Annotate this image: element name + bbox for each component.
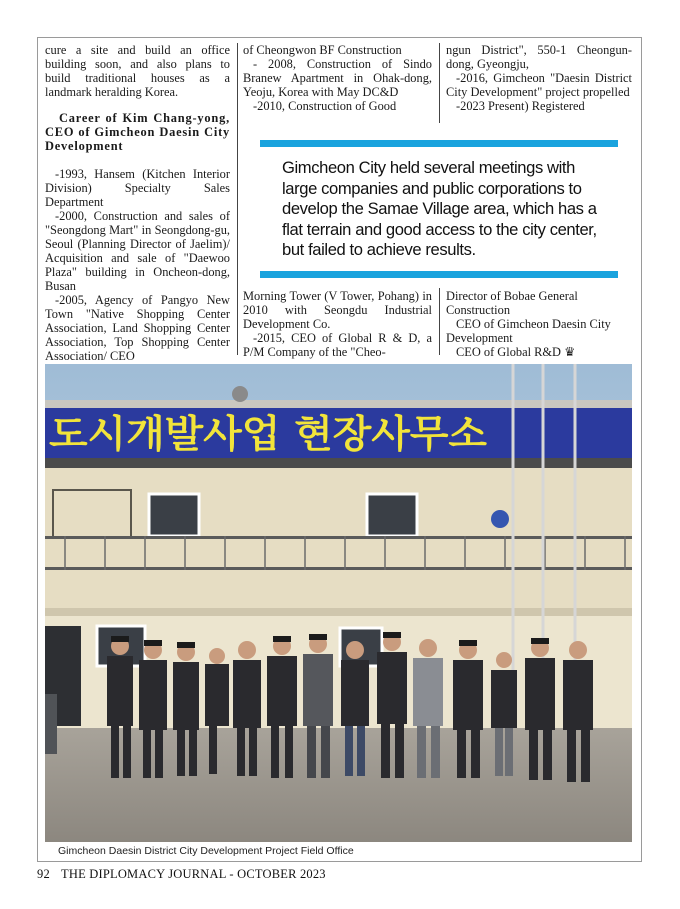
sign-text: 도시개발사업 현장사무소 (49, 412, 488, 456)
career-item: Morning Tower (V Tower, Pohang) in 2010 with Seongdu Industrial Development Co. (243, 289, 432, 331)
column-left-top (45, 43, 230, 363)
page-footer (37, 867, 326, 882)
career-item: -2010, Construction of Good (253, 99, 397, 113)
column-divider (439, 43, 440, 123)
career-item: -2005, Agency of Pangyo New Town "Native Shopping Center Association, Land Shopping Center Association, Top Shopping Center Association/ CEO (45, 293, 230, 363)
pull-quote-rule-top (260, 140, 618, 147)
career-item: -2000, Construction and sales of "Seongdong Mart" in Seongdong-gu, Seoul (Planning Director of Jaelim)/ Acquisition and sale of "Daewoo Plaza" building in Oncheon-dong, Busan (45, 209, 230, 293)
column-divider (439, 288, 440, 355)
paragraph: cure a site and build an office building soon, and also plans to build traditional houses as a landmark heralding Korea. (45, 43, 230, 99)
end-mark-icon: ♛ (564, 345, 576, 359)
page-number: 92 (37, 867, 50, 881)
career-item (446, 345, 632, 359)
column-middle-bottom (243, 289, 432, 359)
career-item: - 2008, Construction of Sindo Branew Apartment in Ohak-dong, Yeoju, Korea with May DC&D (243, 57, 432, 99)
career-item: -1993, Hansem (Kitchen Interior Division) Specialty Sales Department (45, 167, 230, 209)
column-divider (237, 288, 238, 355)
career-item: Director of Bobae General Construction (446, 289, 578, 317)
career-item: -2015, CEO of Global R & D, a P/M Company of the "Cheo- (243, 331, 432, 359)
career-item: -2023 Present) Registered (456, 99, 585, 113)
column-right-bottom (446, 289, 632, 359)
career-item: CEO of Gimcheon Daesin City Development (446, 317, 611, 345)
photo-caption: Gimcheon Daesin District City Development Project Field Office (58, 845, 354, 857)
publication-line: THE DIPLOMACY JOURNAL - OCTOBER 2023 (61, 867, 326, 881)
career-item: of Cheongwon BF Construction (243, 43, 402, 57)
pull-quote (260, 140, 618, 278)
pull-quote-rule-bottom (260, 271, 618, 278)
pull-quote-text: Gimcheon City held several meetings with large companies and public corporations to develop the Samae Village area, which has a flat terrain and good access to the city center, but failed to achieve results. (282, 158, 597, 259)
column-right-top (446, 43, 632, 123)
career-item: -2016, Gimcheon "Daesin District City Development" project propelled (446, 71, 632, 99)
career-heading: Career of Kim Chang-yong, CEO of Gimcheon Daesin City Development (45, 111, 230, 153)
career-item-text: CEO of Global R&D (456, 345, 561, 359)
column-middle-top (243, 43, 432, 123)
photo-illustration (45, 364, 632, 842)
field-office-photo (45, 364, 632, 842)
career-item: ngun District", 550-1 Cheongun-dong, Gyeongju, (446, 43, 632, 71)
